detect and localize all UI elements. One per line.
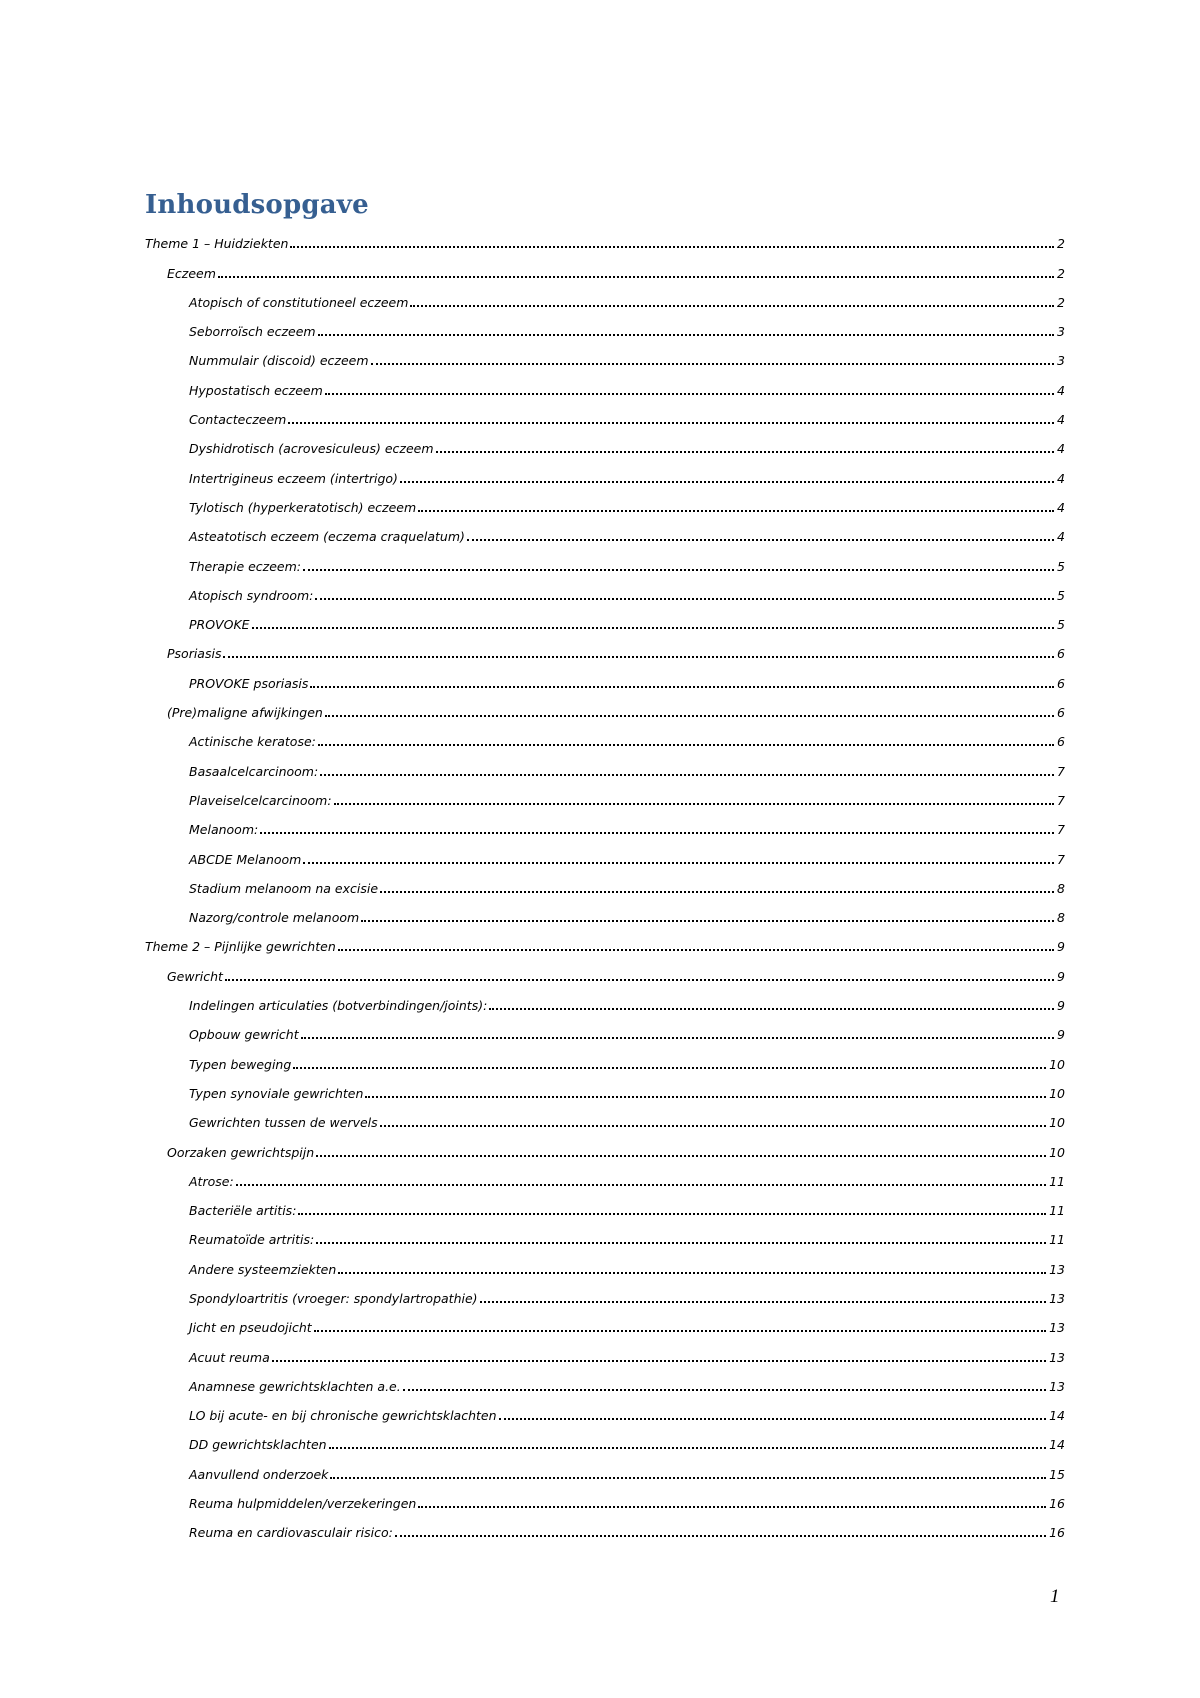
toc-entry[interactable] bbox=[145, 403, 1065, 432]
dot-leader bbox=[288, 422, 1054, 424]
toc-entry-page-number: 13 bbox=[1049, 1320, 1065, 1336]
toc-entry-text: Spondyloartritis (vroeger: spondylartropathie) bbox=[189, 1290, 478, 1306]
toc-entry[interactable] bbox=[145, 813, 1065, 842]
toc-entry[interactable] bbox=[145, 989, 1065, 1018]
dot-leader bbox=[318, 334, 1054, 336]
toc-entry[interactable] bbox=[145, 872, 1065, 901]
toc-entry[interactable] bbox=[145, 842, 1065, 871]
toc-entry-text: Intertrigineus eczeem (intertrigo) bbox=[189, 470, 398, 486]
toc-entry-text: Theme 2 – Pijnlijke gewrichten bbox=[145, 939, 336, 955]
toc-entry[interactable] bbox=[145, 1399, 1065, 1428]
dot-leader bbox=[325, 715, 1054, 717]
dot-leader bbox=[410, 305, 1054, 307]
toc-entry[interactable] bbox=[145, 1106, 1065, 1135]
toc-entry-page-number: 14 bbox=[1049, 1408, 1065, 1424]
toc-entry[interactable] bbox=[145, 461, 1065, 490]
toc-entry-text: Nazorg/controle melanoom bbox=[189, 910, 360, 926]
toc-entry-page-number: 10 bbox=[1049, 1115, 1065, 1131]
toc-entry-page-number: 3 bbox=[1057, 353, 1065, 369]
toc-entry-text: PROVOKE psoriasis bbox=[189, 675, 309, 691]
toc-entry[interactable] bbox=[145, 227, 1065, 256]
toc-entry[interactable] bbox=[145, 1282, 1065, 1311]
dot-leader bbox=[225, 979, 1054, 981]
toc-entry-text: Nummulair (discoid) eczeem bbox=[189, 353, 369, 369]
toc-entry-page-number: 7 bbox=[1057, 851, 1065, 867]
toc-entry-text: Basaalcelcarcinoom: bbox=[189, 763, 319, 779]
toc-entry-page-number: 2 bbox=[1057, 236, 1065, 252]
toc-entry-text: Oorzaken gewrichtspijn bbox=[167, 1144, 315, 1160]
dot-leader bbox=[480, 1301, 1047, 1303]
toc-entry[interactable] bbox=[145, 1370, 1065, 1399]
toc-entry[interactable] bbox=[145, 1077, 1065, 1106]
dot-leader bbox=[338, 1272, 1046, 1274]
toc-entry[interactable] bbox=[145, 1340, 1065, 1369]
dot-leader bbox=[272, 1360, 1046, 1362]
toc-entry[interactable] bbox=[145, 696, 1065, 725]
toc-entry-page-number: 4 bbox=[1057, 499, 1065, 515]
toc-entry[interactable] bbox=[145, 1252, 1065, 1281]
dot-leader bbox=[318, 744, 1054, 746]
dot-leader bbox=[361, 920, 1054, 922]
toc-entry-page-number: 14 bbox=[1049, 1437, 1065, 1453]
toc-entry[interactable] bbox=[145, 286, 1065, 315]
toc-entry-page-number: 4 bbox=[1057, 441, 1065, 457]
toc-entry[interactable] bbox=[145, 725, 1065, 754]
dot-leader bbox=[290, 246, 1054, 248]
toc-list bbox=[145, 227, 1065, 1545]
dot-leader bbox=[260, 832, 1054, 834]
dot-leader bbox=[499, 1418, 1047, 1420]
toc-entry-text: Gewricht bbox=[167, 968, 223, 984]
dot-leader bbox=[338, 949, 1054, 951]
toc-entry-text: Indelingen articulaties (botverbindingen/joints): bbox=[189, 998, 488, 1014]
toc-entry[interactable] bbox=[145, 344, 1065, 373]
dot-leader bbox=[467, 539, 1054, 541]
toc-entry-text: Hypostatisch eczeem bbox=[189, 382, 323, 398]
dot-leader bbox=[418, 510, 1054, 512]
dot-leader bbox=[320, 774, 1054, 776]
toc-entry[interactable] bbox=[145, 432, 1065, 461]
dot-leader bbox=[330, 1477, 1046, 1479]
toc-entry-page-number: 9 bbox=[1057, 998, 1065, 1014]
dot-leader bbox=[334, 803, 1054, 805]
toc-entry-text: Asteatotisch eczeem (eczema craquelatum) bbox=[189, 529, 465, 545]
dot-leader bbox=[380, 891, 1054, 893]
toc-entry-text: Bacteriële artitis: bbox=[189, 1203, 297, 1219]
toc-entry-page-number: 8 bbox=[1057, 880, 1065, 896]
toc-entry-page-number: 9 bbox=[1057, 968, 1065, 984]
toc-entry[interactable] bbox=[145, 608, 1065, 637]
toc-entry[interactable] bbox=[145, 549, 1065, 578]
dot-leader bbox=[380, 1125, 1046, 1127]
toc-entry-page-number: 6 bbox=[1057, 646, 1065, 662]
toc-entry-page-number: 15 bbox=[1049, 1466, 1065, 1482]
dot-leader bbox=[365, 1096, 1046, 1098]
toc-entry-text: DD gewrichtsklachten bbox=[189, 1437, 327, 1453]
toc-entry-text: Gewrichten tussen de wervels bbox=[189, 1115, 378, 1131]
toc-entry-page-number: 8 bbox=[1057, 910, 1065, 926]
toc-entry-page-number: 7 bbox=[1057, 822, 1065, 838]
toc-entry-page-number: 4 bbox=[1057, 529, 1065, 545]
toc-entry-page-number: 2 bbox=[1057, 265, 1065, 281]
toc-entry[interactable] bbox=[145, 930, 1065, 959]
toc-entry[interactable] bbox=[145, 1457, 1065, 1486]
dot-leader bbox=[314, 1330, 1046, 1332]
toc-entry[interactable] bbox=[145, 373, 1065, 402]
toc-entry-text: Atopisch of constitutioneel eczeem bbox=[189, 294, 409, 310]
toc-entry-text: LO bij acute- en bij chronische gewrichtsklachten bbox=[189, 1408, 497, 1424]
toc-entry[interactable] bbox=[145, 1487, 1065, 1516]
toc-entry-page-number: 16 bbox=[1049, 1525, 1065, 1541]
dot-leader bbox=[436, 451, 1055, 453]
toc-entry-text: Typen beweging bbox=[189, 1056, 292, 1072]
toc-entry-page-number: 13 bbox=[1049, 1378, 1065, 1394]
dot-leader bbox=[316, 1155, 1046, 1157]
toc-entry[interactable] bbox=[145, 1135, 1065, 1164]
page-number: 1 bbox=[1050, 1586, 1060, 1607]
dot-leader bbox=[489, 1008, 1054, 1010]
toc-entry-text: Aanvullend onderzoek bbox=[189, 1466, 329, 1482]
toc-entry[interactable] bbox=[145, 959, 1065, 988]
toc-entry-text: Acuut reuma bbox=[189, 1349, 270, 1365]
toc-entry-text: Reumatoïde artritis: bbox=[189, 1232, 315, 1248]
toc-entry-text: Seborroïsch eczeem bbox=[189, 324, 316, 340]
dot-leader bbox=[325, 393, 1054, 395]
dot-leader bbox=[301, 1037, 1054, 1039]
dot-leader bbox=[293, 1067, 1046, 1069]
toc-entry[interactable] bbox=[145, 1194, 1065, 1223]
toc-entry[interactable] bbox=[145, 1047, 1065, 1076]
toc-entry[interactable] bbox=[145, 256, 1065, 285]
toc-entry-text: Eczeem bbox=[167, 265, 216, 281]
toc-entry-page-number: 6 bbox=[1057, 734, 1065, 750]
toc-entry[interactable] bbox=[145, 754, 1065, 783]
toc-entry-text: PROVOKE bbox=[189, 617, 250, 633]
dot-leader bbox=[371, 363, 1055, 365]
toc-entry-page-number: 5 bbox=[1057, 558, 1065, 574]
dot-leader bbox=[316, 1242, 1046, 1244]
dot-leader bbox=[329, 1447, 1047, 1449]
toc-entry-page-number: 13 bbox=[1049, 1261, 1065, 1277]
toc-entry-page-number: 16 bbox=[1049, 1496, 1065, 1512]
toc-entry-page-number: 5 bbox=[1057, 587, 1065, 603]
toc-entry-text: Atopisch syndroom: bbox=[189, 587, 314, 603]
toc-entry-page-number: 9 bbox=[1057, 1027, 1065, 1043]
toc-entry-page-number: 6 bbox=[1057, 705, 1065, 721]
dot-leader bbox=[303, 862, 1054, 864]
toc-entry-text: Reuma en cardiovasculair risico: bbox=[189, 1525, 393, 1541]
toc-entry-page-number: 10 bbox=[1049, 1144, 1065, 1160]
toc-entry-page-number: 3 bbox=[1057, 324, 1065, 340]
dot-leader bbox=[395, 1535, 1046, 1537]
dot-leader bbox=[400, 481, 1054, 483]
toc-entry-text: Andere systeemziekten bbox=[189, 1261, 337, 1277]
dot-leader bbox=[418, 1506, 1046, 1508]
toc-entry-text: (Pre)maligne afwijkingen bbox=[167, 705, 323, 721]
toc-entry-text: Contacteczeem bbox=[189, 412, 287, 428]
toc-entry-page-number: 10 bbox=[1049, 1056, 1065, 1072]
dot-leader bbox=[310, 686, 1054, 688]
toc-entry-text: Jicht en pseudojicht bbox=[189, 1320, 312, 1336]
toc-entry-text: Therapie eczeem: bbox=[189, 558, 302, 574]
dot-leader bbox=[218, 276, 1054, 278]
toc-entry[interactable] bbox=[145, 579, 1065, 608]
toc-entry[interactable] bbox=[145, 1311, 1065, 1340]
toc-entry[interactable] bbox=[145, 1428, 1065, 1457]
toc-entry-page-number: 5 bbox=[1057, 617, 1065, 633]
toc-entry-text: Melanoom: bbox=[189, 822, 259, 838]
toc-entry-text: Anamnese gewrichtsklachten a.e. bbox=[189, 1378, 401, 1394]
toc-entry-page-number: 4 bbox=[1057, 382, 1065, 398]
toc-entry-page-number: 10 bbox=[1049, 1085, 1065, 1101]
toc-entry-page-number: 7 bbox=[1057, 792, 1065, 808]
toc-entry-text: Reuma hulpmiddelen/verzekeringen bbox=[189, 1496, 417, 1512]
toc-entry-text: Stadium melanoom na excisie bbox=[189, 880, 379, 896]
dot-leader bbox=[315, 598, 1054, 600]
dot-leader bbox=[252, 627, 1055, 629]
toc-entry[interactable] bbox=[145, 315, 1065, 344]
toc-entry-page-number: 11 bbox=[1049, 1173, 1065, 1189]
toc-entry-page-number: 13 bbox=[1049, 1349, 1065, 1365]
toc-entry-text: Dyshidrotisch (acrovesiculeus) eczeem bbox=[189, 441, 434, 457]
dot-leader bbox=[298, 1213, 1046, 1215]
toc-entry-page-number: 11 bbox=[1049, 1232, 1065, 1248]
toc-entry-text: Plaveiselcelcarcinoom: bbox=[189, 792, 332, 808]
toc-entry-text: ABCDE Melanoom bbox=[189, 851, 302, 867]
toc-entry[interactable] bbox=[145, 1018, 1065, 1047]
toc-entry-page-number: 4 bbox=[1057, 470, 1065, 486]
toc-entry-page-number: 2 bbox=[1057, 294, 1065, 310]
toc-entry-page-number: 11 bbox=[1049, 1203, 1065, 1219]
dot-leader bbox=[303, 569, 1054, 571]
toc-entry-page-number: 13 bbox=[1049, 1290, 1065, 1306]
toc-entry-text: Actinische keratose: bbox=[189, 734, 316, 750]
toc-entry-text: Atrose: bbox=[189, 1173, 234, 1189]
toc-entry[interactable] bbox=[145, 784, 1065, 813]
toc-title: Inhoudsopgave bbox=[145, 190, 369, 220]
toc-entry-page-number: 4 bbox=[1057, 412, 1065, 428]
toc-entry[interactable] bbox=[145, 491, 1065, 520]
toc-entry[interactable] bbox=[145, 1223, 1065, 1252]
toc-entry[interactable] bbox=[145, 637, 1065, 666]
toc-entry[interactable] bbox=[145, 520, 1065, 549]
dot-leader bbox=[236, 1184, 1046, 1186]
toc-entry-page-number: 7 bbox=[1057, 763, 1065, 779]
dot-leader bbox=[223, 656, 1054, 658]
toc-entry-text: Typen synoviale gewrichten bbox=[189, 1085, 364, 1101]
toc-entry[interactable] bbox=[145, 1516, 1065, 1545]
toc-entry[interactable] bbox=[145, 666, 1065, 695]
toc-entry-text: Psoriasis bbox=[167, 646, 222, 662]
toc-entry[interactable] bbox=[145, 1165, 1065, 1194]
toc-entry-text: Opbouw gewricht bbox=[189, 1027, 299, 1043]
toc-entry-text: Theme 1 – Huidziekten bbox=[145, 236, 289, 252]
toc-entry-page-number: 6 bbox=[1057, 675, 1065, 691]
toc-entry-page-number: 9 bbox=[1057, 939, 1065, 955]
toc-entry[interactable] bbox=[145, 901, 1065, 930]
dot-leader bbox=[403, 1389, 1046, 1391]
toc-entry-text: Tylotisch (hyperkeratotisch) eczeem bbox=[189, 499, 417, 515]
